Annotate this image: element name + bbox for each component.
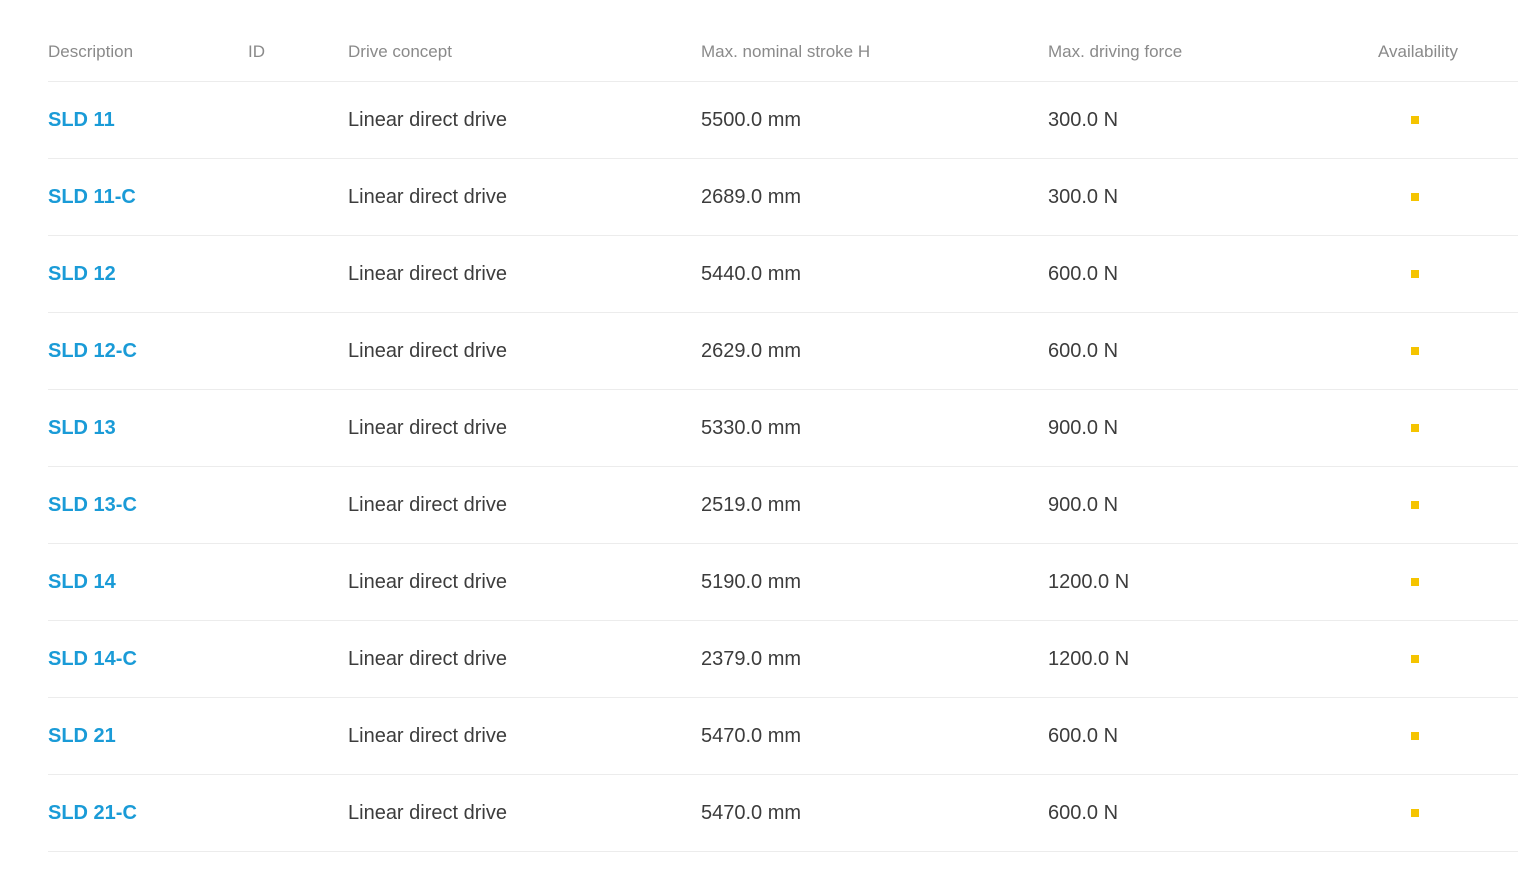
column-header-stroke[interactable]: Max. nominal stroke H bbox=[701, 42, 871, 61]
drive-concept: Linear direct drive bbox=[348, 340, 507, 362]
max-driving-force: 600.0 N bbox=[1048, 340, 1119, 362]
max-nominal-stroke: 5330.0 mm bbox=[701, 417, 802, 439]
max-nominal-stroke: 5440.0 mm bbox=[701, 263, 802, 285]
column-header-drive-concept[interactable]: Drive concept bbox=[348, 42, 452, 61]
table-row bbox=[48, 390, 1518, 467]
table-row bbox=[48, 775, 1518, 852]
max-nominal-stroke: 5500.0 mm bbox=[701, 109, 802, 131]
availability-indicator-icon bbox=[1411, 116, 1419, 124]
product-description-link[interactable]: SLD 11-C bbox=[48, 186, 136, 208]
product-description-link[interactable]: SLD 12-C bbox=[48, 340, 137, 362]
product-description-link[interactable]: SLD 21 bbox=[48, 725, 116, 747]
max-driving-force: 900.0 N bbox=[1048, 494, 1119, 516]
availability-indicator-icon bbox=[1411, 732, 1419, 740]
table-row bbox=[48, 467, 1518, 544]
product-description-link[interactable]: SLD 14-C bbox=[48, 648, 137, 670]
availability-indicator-icon bbox=[1411, 655, 1419, 663]
max-nominal-stroke: 5470.0 mm bbox=[701, 725, 802, 747]
product-table bbox=[48, 0, 1518, 852]
table-row bbox=[48, 236, 1518, 313]
max-driving-force: 1200.0 N bbox=[1048, 571, 1130, 593]
product-description-link[interactable]: SLD 13-C bbox=[48, 494, 137, 516]
drive-concept: Linear direct drive bbox=[348, 417, 507, 439]
table-row bbox=[48, 82, 1518, 159]
availability-indicator-icon bbox=[1411, 501, 1419, 509]
max-driving-force: 300.0 N bbox=[1048, 109, 1119, 131]
max-nominal-stroke: 2379.0 mm bbox=[701, 648, 802, 670]
table-row bbox=[48, 159, 1518, 236]
table-header-row bbox=[48, 0, 1518, 82]
max-nominal-stroke: 2519.0 mm bbox=[701, 494, 802, 516]
product-description-link[interactable]: SLD 14 bbox=[48, 571, 116, 593]
drive-concept: Linear direct drive bbox=[348, 109, 507, 131]
column-header-id[interactable]: ID bbox=[248, 42, 265, 61]
max-nominal-stroke: 5470.0 mm bbox=[701, 802, 802, 824]
max-driving-force: 600.0 N bbox=[1048, 725, 1119, 747]
column-header-availability[interactable]: Availability bbox=[1378, 42, 1459, 61]
max-driving-force: 900.0 N bbox=[1048, 417, 1119, 439]
drive-concept: Linear direct drive bbox=[348, 648, 507, 670]
max-driving-force: 600.0 N bbox=[1048, 802, 1119, 824]
table-row bbox=[48, 313, 1518, 390]
availability-indicator-icon bbox=[1411, 270, 1419, 278]
max-nominal-stroke: 2629.0 mm bbox=[701, 340, 802, 362]
product-description-link[interactable]: SLD 13 bbox=[48, 417, 116, 439]
column-header-description[interactable]: Description bbox=[48, 42, 134, 61]
product-description-link[interactable]: SLD 12 bbox=[48, 263, 116, 285]
product-description-link[interactable]: SLD 21-C bbox=[48, 802, 137, 824]
column-header-force[interactable]: Max. driving force bbox=[1048, 42, 1183, 61]
availability-indicator-icon bbox=[1411, 809, 1419, 817]
drive-concept: Linear direct drive bbox=[348, 802, 507, 824]
availability-indicator-icon bbox=[1411, 193, 1419, 201]
max-driving-force: 600.0 N bbox=[1048, 263, 1119, 285]
drive-concept: Linear direct drive bbox=[348, 725, 507, 747]
max-nominal-stroke: 2689.0 mm bbox=[701, 186, 802, 208]
availability-indicator-icon bbox=[1411, 347, 1419, 355]
product-description-link[interactable]: SLD 11 bbox=[48, 109, 115, 131]
max-driving-force: 300.0 N bbox=[1048, 186, 1119, 208]
table-body bbox=[48, 82, 1518, 852]
drive-concept: Linear direct drive bbox=[348, 494, 507, 516]
availability-indicator-icon bbox=[1411, 578, 1419, 586]
max-nominal-stroke: 5190.0 mm bbox=[701, 571, 802, 593]
table-row bbox=[48, 544, 1518, 621]
table-row bbox=[48, 621, 1518, 698]
drive-concept: Linear direct drive bbox=[348, 186, 507, 208]
max-driving-force: 1200.0 N bbox=[1048, 648, 1130, 670]
table-row bbox=[48, 698, 1518, 775]
availability-indicator-icon bbox=[1411, 424, 1419, 432]
drive-concept: Linear direct drive bbox=[348, 571, 507, 593]
drive-concept: Linear direct drive bbox=[348, 263, 507, 285]
